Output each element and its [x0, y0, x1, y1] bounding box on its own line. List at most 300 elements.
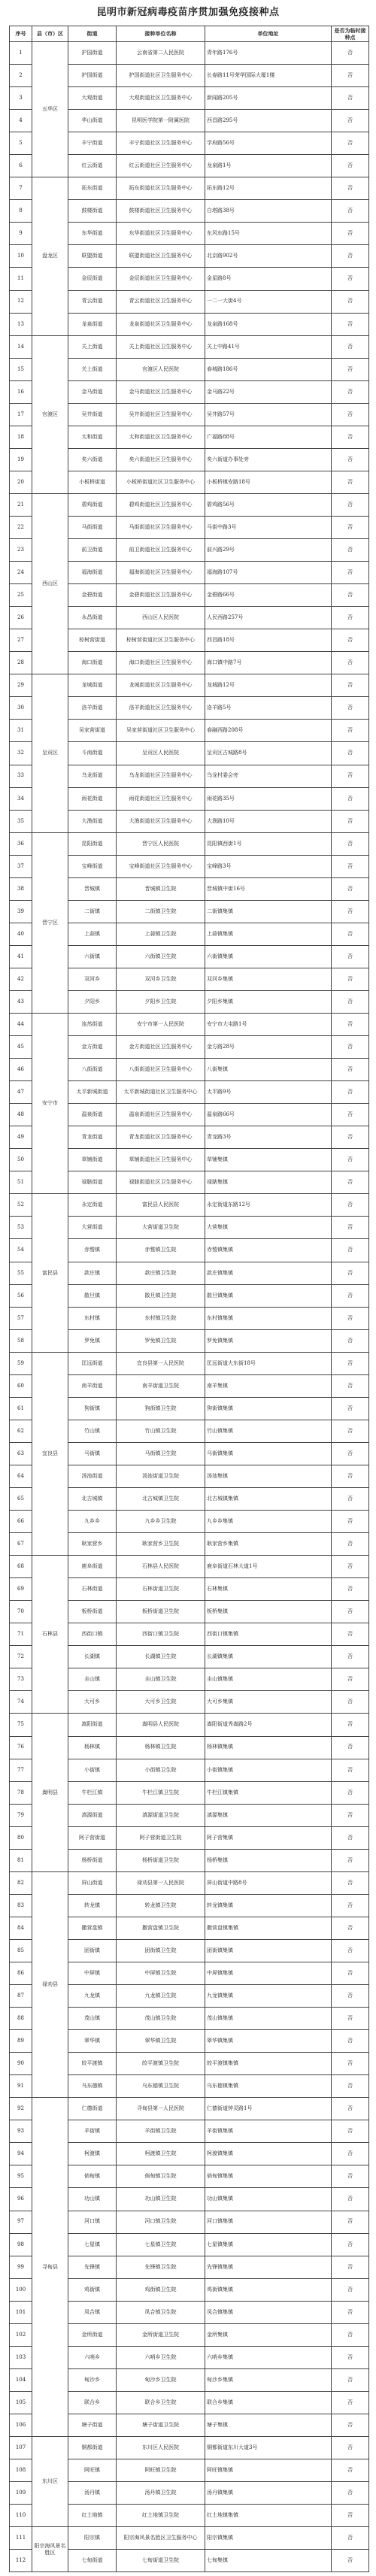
site-name-cell: 散旦镇卫生院 — [117, 1284, 205, 1307]
row-number-cell: 109 — [10, 2482, 32, 2505]
street-cell: 先锋镇 — [68, 2256, 117, 2278]
site-name-cell: 南羊街道卫生院 — [117, 1374, 205, 1397]
street-cell: 九乡乡 — [68, 1511, 117, 1533]
temporary-site-cell: 否 — [332, 629, 369, 652]
row-number-cell: 1 — [10, 42, 32, 65]
address-cell: 永定街道东路12号 — [205, 1194, 332, 1217]
address-cell: 甸沙乡集镇 — [205, 2368, 332, 2391]
street-cell: 石林街道 — [68, 1578, 117, 1601]
street-cell: 北古城镇 — [68, 1488, 117, 1511]
site-name-cell: 西街口镇卫生院 — [117, 1623, 205, 1646]
site-name-cell: 碧鸡街道社区卫生服务中心 — [117, 493, 205, 516]
temporary-site-cell: 否 — [332, 1556, 369, 1578]
table-row — [10, 177, 369, 200]
row-number-cell: 74 — [10, 1691, 32, 1714]
temporary-site-cell: 否 — [332, 1488, 369, 1511]
row-number-cell: 24 — [10, 562, 32, 584]
row-number-cell: 98 — [10, 2233, 32, 2256]
site-name-cell: 关上街道社区卫生服务中心 — [117, 335, 205, 358]
site-name-cell: 马街镇卫生院 — [117, 1442, 205, 1465]
site-name-cell: 小街镇卫生院 — [117, 1759, 205, 1781]
address-cell: 皎平渡镇集镇 — [205, 2053, 332, 2075]
temporary-site-cell: 否 — [332, 765, 369, 787]
street-cell: 塘子街道 — [68, 2414, 117, 2436]
temporary-site-cell: 否 — [332, 1081, 369, 1104]
address-cell: 板桥集镇 — [205, 1601, 332, 1623]
site-name-cell: 汤池街道卫生院 — [117, 1465, 205, 1487]
site-name-cell: 九龙镇卫生院 — [117, 1985, 205, 2008]
temporary-site-cell: 否 — [332, 697, 369, 720]
site-name-cell: 联盟街道社区卫生服务中心 — [117, 245, 205, 268]
street-cell: 连然街道 — [68, 1014, 117, 1036]
row-number-cell: 67 — [10, 1533, 32, 1556]
address-cell: 温泉路66号 — [205, 1104, 332, 1126]
street-cell: 永定街道 — [68, 1194, 117, 1217]
row-number-cell: 65 — [10, 1488, 32, 1511]
table-row — [10, 335, 369, 358]
temporary-site-cell: 否 — [332, 1804, 369, 1826]
address-cell: 狗街镇集镇 — [205, 1397, 332, 1420]
temporary-site-cell: 否 — [332, 426, 369, 448]
row-number-cell: 12 — [10, 290, 32, 313]
row-number-cell: 95 — [10, 2165, 32, 2188]
street-cell: 竹山镇 — [68, 1420, 117, 1442]
site-name-cell: 东村镇卫生院 — [117, 1307, 205, 1329]
temporary-site-cell: 否 — [332, 1511, 369, 1533]
row-number-cell: 112 — [10, 2550, 32, 2572]
site-name-cell: 禄劝县第一人民医院 — [117, 1871, 205, 1894]
site-name-cell: 吴家营街道社区卫生服务中心 — [117, 720, 205, 742]
site-name-cell: 云南省第二人民医院 — [117, 42, 205, 65]
temporary-site-cell: 否 — [332, 200, 369, 223]
row-number-cell: 39 — [10, 900, 32, 923]
street-cell: 太和街道 — [68, 426, 117, 448]
street-cell: 小街镇 — [68, 1759, 117, 1781]
site-name-cell: 阿子营街道卫生院 — [117, 1826, 205, 1849]
street-cell: 鸡街镇 — [68, 2278, 117, 2301]
temporary-site-cell: 否 — [332, 1985, 369, 2008]
address-cell: 塘子集镇 — [205, 2414, 332, 2436]
site-name-cell: 金碧街道社区卫生服务中心 — [117, 584, 205, 607]
site-name-cell: 凤合镇卫生院 — [117, 2301, 205, 2323]
vaccination-sites-table — [9, 26, 369, 2572]
table-row — [10, 2527, 369, 2550]
row-number-cell: 76 — [10, 1736, 32, 1759]
site-name-cell: 富民县人民医院 — [117, 1194, 205, 1217]
temporary-site-cell: 否 — [332, 2030, 369, 2053]
district-cell: 呈贡区 — [32, 674, 68, 832]
table-row — [10, 42, 369, 65]
row-number-cell: 32 — [10, 742, 32, 765]
temporary-site-cell: 否 — [332, 313, 369, 335]
street-cell: 团街镇 — [68, 1939, 117, 1962]
street-cell: 屏山街道 — [68, 1871, 117, 1894]
street-cell: 鹿阜街道 — [68, 1556, 117, 1578]
address-cell: 杨林镇集镇 — [205, 1736, 332, 1759]
row-number-cell: 60 — [10, 1374, 32, 1397]
street-cell: 上蒜镇 — [68, 923, 117, 945]
site-name-cell: 茂山镇卫生院 — [117, 2008, 205, 2030]
temporary-site-cell: 否 — [332, 652, 369, 674]
address-cell: 撒营盘镇集镇 — [205, 1917, 332, 1939]
address-cell: 功山镇集镇 — [205, 2188, 332, 2211]
street-cell: 杨林镇 — [68, 1736, 117, 1759]
site-name-cell: 大可乡卫生院 — [117, 1691, 205, 1714]
table-row — [10, 1352, 369, 1374]
temporary-site-cell: 否 — [332, 2165, 369, 2188]
temporary-site-cell: 否 — [332, 2323, 369, 2346]
address-cell: 红土地镇集镇 — [205, 2505, 332, 2527]
row-number-cell: 56 — [10, 1284, 32, 1307]
row-number-cell: 50 — [10, 1149, 32, 1171]
street-cell: 吴家营街道 — [68, 720, 117, 742]
row-number-cell: 17 — [10, 403, 32, 426]
address-cell: 吴井路57号 — [205, 403, 332, 426]
temporary-site-cell: 否 — [332, 380, 369, 403]
site-name-cell: 牛栏江镇卫生院 — [117, 1781, 205, 1804]
street-cell: 耿家营乡 — [68, 1533, 117, 1556]
address-cell: 匡远街道大东街18号 — [205, 1352, 332, 1374]
address-cell: 河口镇集镇 — [205, 2211, 332, 2233]
address-cell: 先锋镇集镇 — [205, 2256, 332, 2278]
address-cell: 上蒜镇集镇 — [205, 923, 332, 945]
row-number-cell: 93 — [10, 2120, 32, 2143]
address-cell: 石林集镇 — [205, 1578, 332, 1601]
address-cell: 拓东路12号 — [205, 177, 332, 200]
row-number-cell: 23 — [10, 539, 32, 562]
address-cell: 禄脿集镇 — [205, 1171, 332, 1194]
row-number-cell: 26 — [10, 607, 32, 629]
street-cell: 转龙镇 — [68, 1894, 117, 1917]
address-cell: 凤合镇集镇 — [205, 2301, 332, 2323]
column-header: 县（市）区 — [32, 26, 68, 42]
site-name-cell: 晋宁区人民医院 — [117, 832, 205, 855]
row-number-cell: 73 — [10, 1668, 32, 1691]
temporary-site-cell: 否 — [332, 787, 369, 810]
street-cell: 东村镇 — [68, 1307, 117, 1329]
street-cell: 汤池街道 — [68, 1465, 117, 1487]
address-cell: 鸡街镇集镇 — [205, 2278, 332, 2301]
temporary-site-cell: 否 — [332, 832, 369, 855]
street-cell: 大可乡 — [68, 1691, 117, 1714]
street-cell: 阿子营街道 — [68, 1826, 117, 1849]
street-cell: 滇源街道 — [68, 1804, 117, 1826]
temporary-site-cell: 否 — [332, 2368, 369, 2391]
row-number-cell: 43 — [10, 990, 32, 1013]
row-number-cell: 80 — [10, 1826, 32, 1849]
address-cell: 安宁市大屯路1号 — [205, 1014, 332, 1036]
temporary-site-cell: 否 — [332, 1352, 369, 1374]
row-number-cell: 4 — [10, 110, 32, 132]
street-cell: 护国街道 — [68, 42, 117, 65]
district-cell: 五华区 — [32, 42, 68, 177]
row-number-cell: 18 — [10, 426, 32, 448]
row-number-cell: 58 — [10, 1329, 32, 1352]
street-cell: 圭山镇 — [68, 1668, 117, 1691]
temporary-site-cell: 否 — [332, 1939, 369, 1962]
table-row — [10, 1556, 369, 1578]
row-number-cell: 71 — [10, 1623, 32, 1646]
street-cell: 关上街道 — [68, 335, 117, 358]
site-name-cell: 二街镇卫生院 — [117, 900, 205, 923]
temporary-site-cell: 否 — [332, 1668, 369, 1691]
address-cell: 阳宗镇集镇 — [205, 2527, 332, 2550]
site-name-cell: 中屏镇卫生院 — [117, 1962, 205, 1984]
temporary-site-cell: 否 — [332, 877, 369, 900]
site-name-cell: 丰宁街道社区卫生服务中心 — [117, 132, 205, 155]
address-cell: 青年路176号 — [205, 42, 332, 65]
row-number-cell: 6 — [10, 155, 32, 177]
temporary-site-cell: 否 — [332, 2527, 369, 2550]
site-name-cell: 红云街道社区卫生服务中心 — [117, 155, 205, 177]
row-number-cell: 69 — [10, 1578, 32, 1601]
address-cell: 中屏镇集镇 — [205, 1962, 332, 1984]
row-number-cell: 82 — [10, 1871, 32, 1894]
address-cell: 学府路56号 — [205, 132, 332, 155]
site-name-cell: 六哨乡卫生院 — [117, 2346, 205, 2368]
district-cell: 寻甸县 — [32, 2098, 68, 2437]
street-cell: 七甸街道 — [68, 2550, 117, 2572]
temporary-site-cell: 否 — [332, 155, 369, 177]
address-cell: 八街集镇 — [205, 1059, 332, 1081]
street-cell: 华山街道 — [68, 110, 117, 132]
address-cell: 小板桥镇安路18号 — [205, 471, 332, 493]
temporary-site-cell: 否 — [332, 900, 369, 923]
row-number-cell: 97 — [10, 2211, 32, 2233]
address-cell: 东村镇集镇 — [205, 1307, 332, 1329]
site-name-cell: 塘子街道卫生院 — [117, 2414, 205, 2436]
address-cell: 杨桥集镇 — [205, 1849, 332, 1871]
street-cell: 前卫街道 — [68, 539, 117, 562]
street-cell: 红云街道 — [68, 155, 117, 177]
site-name-cell: 款庄镇卫生院 — [117, 1262, 205, 1284]
street-cell: 宝峰街道 — [68, 855, 117, 877]
temporary-site-cell: 否 — [332, 1962, 369, 1984]
temporary-site-cell: 否 — [332, 471, 369, 493]
site-name-cell: 滇源街道卫生院 — [117, 1804, 205, 1826]
street-cell: 大观街道 — [68, 87, 117, 110]
temporary-site-cell: 否 — [332, 810, 369, 832]
address-cell: 矣六街道办事处旁 — [205, 448, 332, 471]
street-cell: 翠华镇 — [68, 2030, 117, 2053]
temporary-site-cell: 否 — [332, 1239, 369, 1262]
temporary-site-cell: 否 — [332, 1759, 369, 1781]
temporary-site-cell: 否 — [332, 1623, 369, 1646]
address-cell: 赤鹫镇集镇 — [205, 1239, 332, 1262]
row-number-cell: 3 — [10, 87, 32, 110]
site-name-cell: 大观街道社区卫生服务中心 — [117, 87, 205, 110]
temporary-site-cell: 否 — [332, 268, 369, 290]
temporary-site-cell: 否 — [332, 1217, 369, 1239]
temporary-site-cell: 否 — [332, 2188, 369, 2211]
temporary-site-cell: 否 — [332, 65, 369, 87]
address-cell: 草铺集镇 — [205, 1149, 332, 1171]
row-number-cell: 81 — [10, 1849, 32, 1871]
temporary-site-cell: 否 — [332, 290, 369, 313]
temporary-site-cell: 否 — [332, 245, 369, 268]
row-number-cell: 105 — [10, 2391, 32, 2414]
document-title: 昆明市新冠病毒疫苗序贯加强免疫接种点 — [96, 7, 280, 18]
site-name-cell: 昆明医学院第一附属医院 — [117, 110, 205, 132]
street-cell: 柯渡镇 — [68, 2143, 117, 2165]
address-cell: 一二一大街4号 — [205, 290, 332, 313]
row-number-cell: 41 — [10, 945, 32, 968]
street-cell: 六哨乡 — [68, 2346, 117, 2368]
column-header: 接种单位名称 — [117, 26, 205, 42]
row-number-cell: 11 — [10, 268, 32, 290]
address-cell: 羊街镇集镇 — [205, 2120, 332, 2143]
temporary-site-cell: 否 — [332, 1036, 369, 1059]
row-number-cell: 28 — [10, 652, 32, 674]
district-cell: 官渡区 — [32, 335, 68, 493]
street-cell: 羊街镇 — [68, 2120, 117, 2143]
address-cell: 耿家营乡集镇 — [205, 1533, 332, 1556]
site-name-cell: 柯渡镇卫生院 — [117, 2143, 205, 2165]
site-name-cell: 联合乡卫生院 — [117, 2391, 205, 2414]
street-cell: 大营街道 — [68, 1217, 117, 1239]
temporary-site-cell: 否 — [332, 1849, 369, 1871]
street-cell: 红土地镇 — [68, 2505, 117, 2527]
temporary-site-cell: 否 — [332, 2256, 369, 2278]
row-number-cell: 44 — [10, 1014, 32, 1036]
temporary-site-cell: 否 — [332, 1714, 369, 1736]
site-name-cell: 翠华镇卫生院 — [117, 2030, 205, 2053]
site-name-cell: 宝峰街道社区卫生服务中心 — [117, 855, 205, 877]
temporary-site-cell: 否 — [332, 1307, 369, 1329]
street-cell: 青云街道 — [68, 290, 117, 313]
address-cell: 金星路8号 — [205, 268, 332, 290]
temporary-site-cell: 否 — [332, 1149, 369, 1171]
address-cell: 青龙路3号 — [205, 1126, 332, 1149]
street-cell: 禄脿街道 — [68, 1171, 117, 1194]
address-cell: 金所集镇 — [205, 2323, 332, 2346]
street-cell: 撒营盘镇 — [68, 1917, 117, 1939]
temporary-site-cell: 否 — [332, 1194, 369, 1217]
temporary-site-cell: 否 — [332, 2459, 369, 2482]
street-cell: 东华街道 — [68, 223, 117, 245]
site-name-cell: 杨桥街道卫生院 — [117, 1849, 205, 1871]
row-number-cell: 68 — [10, 1556, 32, 1578]
address-cell: 散旦镇集镇 — [205, 1284, 332, 1307]
site-name-cell: 东华街道社区卫生服务中心 — [117, 223, 205, 245]
street-cell: 海口街道 — [68, 652, 117, 674]
row-number-cell: 21 — [10, 493, 32, 516]
street-cell: 金马街道 — [68, 380, 117, 403]
address-cell: 转龙镇集镇 — [205, 1894, 332, 1917]
row-number-cell: 84 — [10, 1917, 32, 1939]
street-cell: 南羊街道 — [68, 1374, 117, 1397]
row-number-cell: 46 — [10, 1059, 32, 1081]
site-name-cell: 北古城镇卫生院 — [117, 1488, 205, 1511]
street-cell: 吴井街道 — [68, 403, 117, 426]
address-cell: 倘甸镇集镇 — [205, 2165, 332, 2188]
site-name-cell: 汤丹镇卫生院 — [117, 2482, 205, 2505]
temporary-site-cell: 否 — [332, 1059, 369, 1081]
row-number-cell: 30 — [10, 697, 32, 720]
row-number-cell: 104 — [10, 2368, 32, 2391]
temporary-site-cell: 否 — [332, 1578, 369, 1601]
address-cell: 小街镇集镇 — [205, 1759, 332, 1781]
address-cell: 六街镇集镇 — [205, 945, 332, 968]
district-cell: 宜良县 — [32, 1352, 68, 1555]
temporary-site-cell: 否 — [332, 2120, 369, 2143]
temporary-site-cell: 否 — [332, 674, 369, 697]
row-number-cell: 47 — [10, 1081, 32, 1104]
temporary-site-cell: 否 — [332, 990, 369, 1013]
address-cell: 雨花路35号 — [205, 787, 332, 810]
site-name-cell: 七星镇卫生院 — [117, 2233, 205, 2256]
site-name-cell: 赤鹫镇卫生院 — [117, 1239, 205, 1262]
site-name-cell: 金方街道社区卫生服务中心 — [117, 1036, 205, 1059]
site-name-cell: 八街街道社区卫生服务中心 — [117, 1059, 205, 1081]
row-number-cell: 36 — [10, 832, 32, 855]
site-name-cell: 六街镇卫生院 — [117, 945, 205, 968]
row-number-cell: 42 — [10, 968, 32, 990]
street-cell: 皎平渡镇 — [68, 2053, 117, 2075]
district-cell: 阳宗海风景名胜区 — [32, 2527, 68, 2572]
address-cell: 联合乡集镇 — [205, 2391, 332, 2414]
row-number-cell: 48 — [10, 1104, 32, 1126]
address-cell: 广福路88号 — [205, 426, 332, 448]
site-name-cell: 拓东街道社区卫生服务中心 — [117, 177, 205, 200]
site-name-cell: 九乡乡卫生院 — [117, 1511, 205, 1533]
row-number-cell: 86 — [10, 1962, 32, 1984]
row-number-cell: 33 — [10, 765, 32, 787]
address-cell: 汤池集镇 — [205, 1465, 332, 1487]
site-name-cell: 乌龙街道社区卫生服务中心 — [117, 765, 205, 787]
address-cell: 乌东德镇集镇 — [205, 2075, 332, 2098]
row-number-cell: 77 — [10, 1759, 32, 1781]
street-cell: 金所街道 — [68, 2323, 117, 2346]
temporary-site-cell: 否 — [332, 403, 369, 426]
temporary-site-cell: 否 — [332, 1781, 369, 1804]
street-cell: 九龙镇 — [68, 1985, 117, 2008]
site-name-cell: 甸沙乡卫生院 — [117, 2368, 205, 2391]
address-cell: 北京路902号 — [205, 245, 332, 268]
column-header: 是否为临时接种点 — [332, 26, 369, 42]
address-cell: 福海路107号 — [205, 562, 332, 584]
street-cell: 太平新城街道 — [68, 1081, 117, 1104]
street-cell: 永昌街道 — [68, 607, 117, 629]
site-name-cell: 嵩明县人民医院 — [117, 1714, 205, 1736]
row-number-cell: 96 — [10, 2188, 32, 2211]
address-cell: 西昌路295号 — [205, 110, 332, 132]
site-name-cell: 青云街道社区卫生服务中心 — [117, 290, 205, 313]
address-cell: 团街镇集镇 — [205, 1939, 332, 1962]
temporary-site-cell: 否 — [332, 1646, 369, 1668]
address-cell: 七甸集镇 — [205, 2550, 332, 2572]
row-number-cell: 54 — [10, 1239, 32, 1262]
street-cell: 矣六街道 — [68, 448, 117, 471]
site-name-cell: 草铺街道社区卫生服务中心 — [117, 1149, 205, 1171]
address-cell: 呈贡区古城路8号 — [205, 742, 332, 765]
table-row — [10, 2436, 369, 2459]
address-cell: 汤丹镇集镇 — [205, 2482, 332, 2505]
site-name-cell: 宜良县第一人民医院 — [117, 1352, 205, 1374]
row-number-cell: 29 — [10, 674, 32, 697]
address-cell: 太平路9号 — [205, 1081, 332, 1104]
row-number-cell: 99 — [10, 2256, 32, 2278]
address-cell: 长湖镇集镇 — [205, 1646, 332, 1668]
site-name-cell: 乌东德镇卫生院 — [117, 2075, 205, 2098]
site-name-cell: 狗街镇卫生院 — [117, 1397, 205, 1420]
table-row — [10, 1871, 369, 1894]
temporary-site-cell: 否 — [332, 1601, 369, 1623]
street-cell: 汤丹镇 — [68, 2482, 117, 2505]
temporary-site-cell: 否 — [332, 493, 369, 516]
site-name-cell: 双河乡卫生院 — [117, 968, 205, 990]
temporary-site-cell: 否 — [332, 2008, 369, 2030]
